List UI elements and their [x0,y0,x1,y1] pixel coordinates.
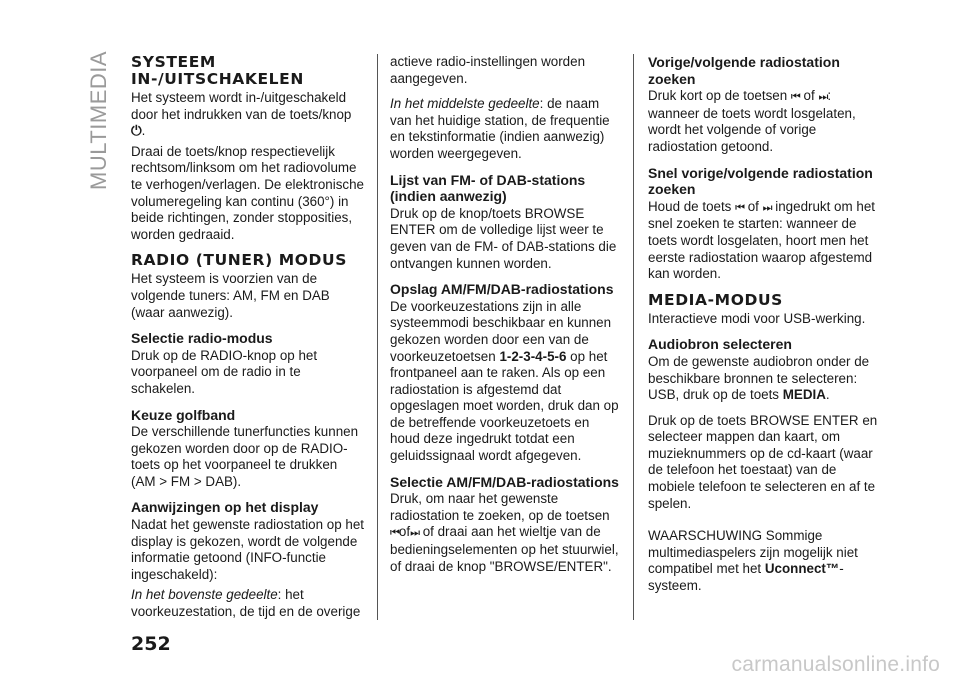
column-3 [648,54,878,599]
heading-media-modus: MEDIA-MODUS [648,290,783,309]
paragraph-text: : de naam van het huidige station, de frequentie en tekstinformatie (indien aanwezig) worden weergegeven. [390,96,610,161]
column-1 [131,54,364,625]
paragraph: Druk op de RADIO-knop op het voorpaneel om de radio in te schakelen. [131,347,318,396]
warning-paragraph [648,528,878,594]
watermark: carmanualsonline.info [731,653,940,676]
power-icon: ⏻ [131,123,142,139]
paragraph [131,90,364,140]
paragraph-text: Om de gewenste audiobron onder de beschikbare bronnen te selecteren: USB, druk op de toets [648,353,870,403]
paragraph-text: of [744,198,763,214]
next-track-icon: ⏭ [818,91,828,104]
page-number: 252 [131,633,171,655]
paragraph [390,299,620,465]
paragraph-text: Het systeem wordt in-/uitgeschakeld door het indrukken van de toets/knop [131,90,352,122]
paragraph [648,88,878,155]
paragraph: Het systeem is voorzien van de volgende tuners: AM, FM en DAB (waar aanwezig). [131,271,330,320]
next-track-icon: ⏭ [762,201,772,214]
paragraph-text: ingedrukt om het snel zoeken te starten: wanneer de toets wordt losgelaten, hoort men het eerste radiostation waarop afgestemd kan worden. [648,198,875,282]
heading-radio-tuner-modus: RADIO (TUNER) MODUS [131,251,347,270]
paragraph-text: : het voorkeuzestation, de tijd en de overige [131,587,361,620]
previous-track-icon: ⏮ [790,91,800,104]
heading-selectie-radiostations: Selectie AM/FM/DAB-radiostations [390,473,619,490]
column-divider [377,54,378,620]
media-key: MEDIA [782,387,826,403]
paragraph: Druk op de toets BROWSE ENTER en selecteer mappen dan kaart, om muzieknummers op de cd-kaart (waar de telefoon het toestaat) van de mobiele telefoon te selecteren en af te spelen. [648,412,878,511]
paragraph-text: De voorkeuzestations zijn in alle systeemmodi beschikbaar en kunnen gekozen worden door een van de voorkeuzetoetsen [390,298,612,364]
paragraph [648,199,878,283]
paragraph: Nadat het gewenste radiostation op het display is gekozen, wordt de volgende informatie getoond (INFO-functie ingeschakeld): [131,517,365,582]
paragraph [390,96,620,162]
heading-snel-zoeken: Snel vorige/volgende radiostation zoeken [648,164,873,198]
paragraph-text: op het frontpaneel aan te raken. Als op een radiostation is afgestemd dat opgeslagen moet worden, druk dan op de betreffende voorkeuzetoets en houd deze ingedrukt totdat een geluidssignaal wordt afgegeven. [390,348,619,464]
preset-keys: 1-2-3-4-5-6 [499,348,567,364]
previous-track-icon: ⏮ [735,201,745,214]
paragraph: Draai de toets/knop respectievelijk rechtsom/linksom om het radiovolume te verhogen/verlagen. De elektronische volumeregeling kan continu (360°) in beide richtingen, zonder stopposities, worden gedraaid. [131,143,364,242]
heading-selectie-radio-modus: Selectie radio-modus [131,330,273,347]
paragraph: actieve radio-instellingen worden aangegeven. [390,54,586,86]
heading-audiobron-selecteren: Audiobron selecteren [648,336,792,353]
paragraph-text: . [141,123,146,139]
paragraph: De verschillende tunerfuncties kunnen gekozen worden door op de RADIO-toets op het voorpaneel te drukken (AM > FM > DAB). [131,424,359,489]
heading-keuze-golfband: Keuze golfband [131,406,236,423]
paragraph-text: WAARSCHUWING Sommige multimediaspelers zijn mogelijk niet compatibel met het [648,528,858,577]
paragraph-text: of [398,524,411,540]
paragraph-text: of draai aan het wieltje van de bedieningselementen op het stuurwiel, of draai de knop "BROWSE/ENTER". [390,524,619,574]
paragraph [390,491,620,575]
paragraph-text: : wanneer de toets wordt losgelaten, wordt het volgende of vorige radiostation getoond. [648,88,856,154]
heading-lijst-fm-dab: Lijst van FM- of DAB-stations (indien aanwezig) [390,171,586,205]
paragraph: Interactieve modi voor USB-werking. [648,310,866,326]
paragraph-text: . [825,387,830,403]
paragraph-text: -systeem. [648,561,844,594]
column-2 [390,54,620,579]
emphasis-text: In het bovenste gedeelte [131,587,278,603]
section-side-tab [78,40,118,190]
paragraph-text: Houd de toets [648,198,736,214]
paragraph: Druk op de knop/toets BROWSE ENTER om de volledige lijst weer te geven van de FM- of DAB-stations die ontvangen kunnen worden. [390,205,617,271]
brand-name: Uconnect™ [764,561,840,577]
section-side-tab-label: MULTIMEDIA [86,50,111,190]
column-divider [633,54,634,620]
paragraph-text: Druk, om naar het gewenste radiostation te zoeken, op de toetsen [390,491,610,523]
heading-systeem-in-uitschakelen: SYSTEEM IN-/UITSCHAKELEN [131,53,304,88]
heading-aanwijzingen-display: Aanwijzingen op het display [131,499,319,516]
heading-vorige-volgende-zoeken: Vorige/volgende radiostation zoeken [648,54,840,87]
previous-track-icon: ⏮ [390,527,399,540]
paragraph [131,587,364,620]
emphasis-text: In het middelste gedeelte [390,96,540,112]
heading-opslag-radiostations: Opslag AM/FM/DAB-radiostations [390,281,614,298]
next-track-icon: ⏭ [410,527,419,540]
paragraph-text: Druk kort op de toetsen [648,88,791,104]
paragraph [648,354,878,404]
paragraph-text: of [799,88,819,104]
